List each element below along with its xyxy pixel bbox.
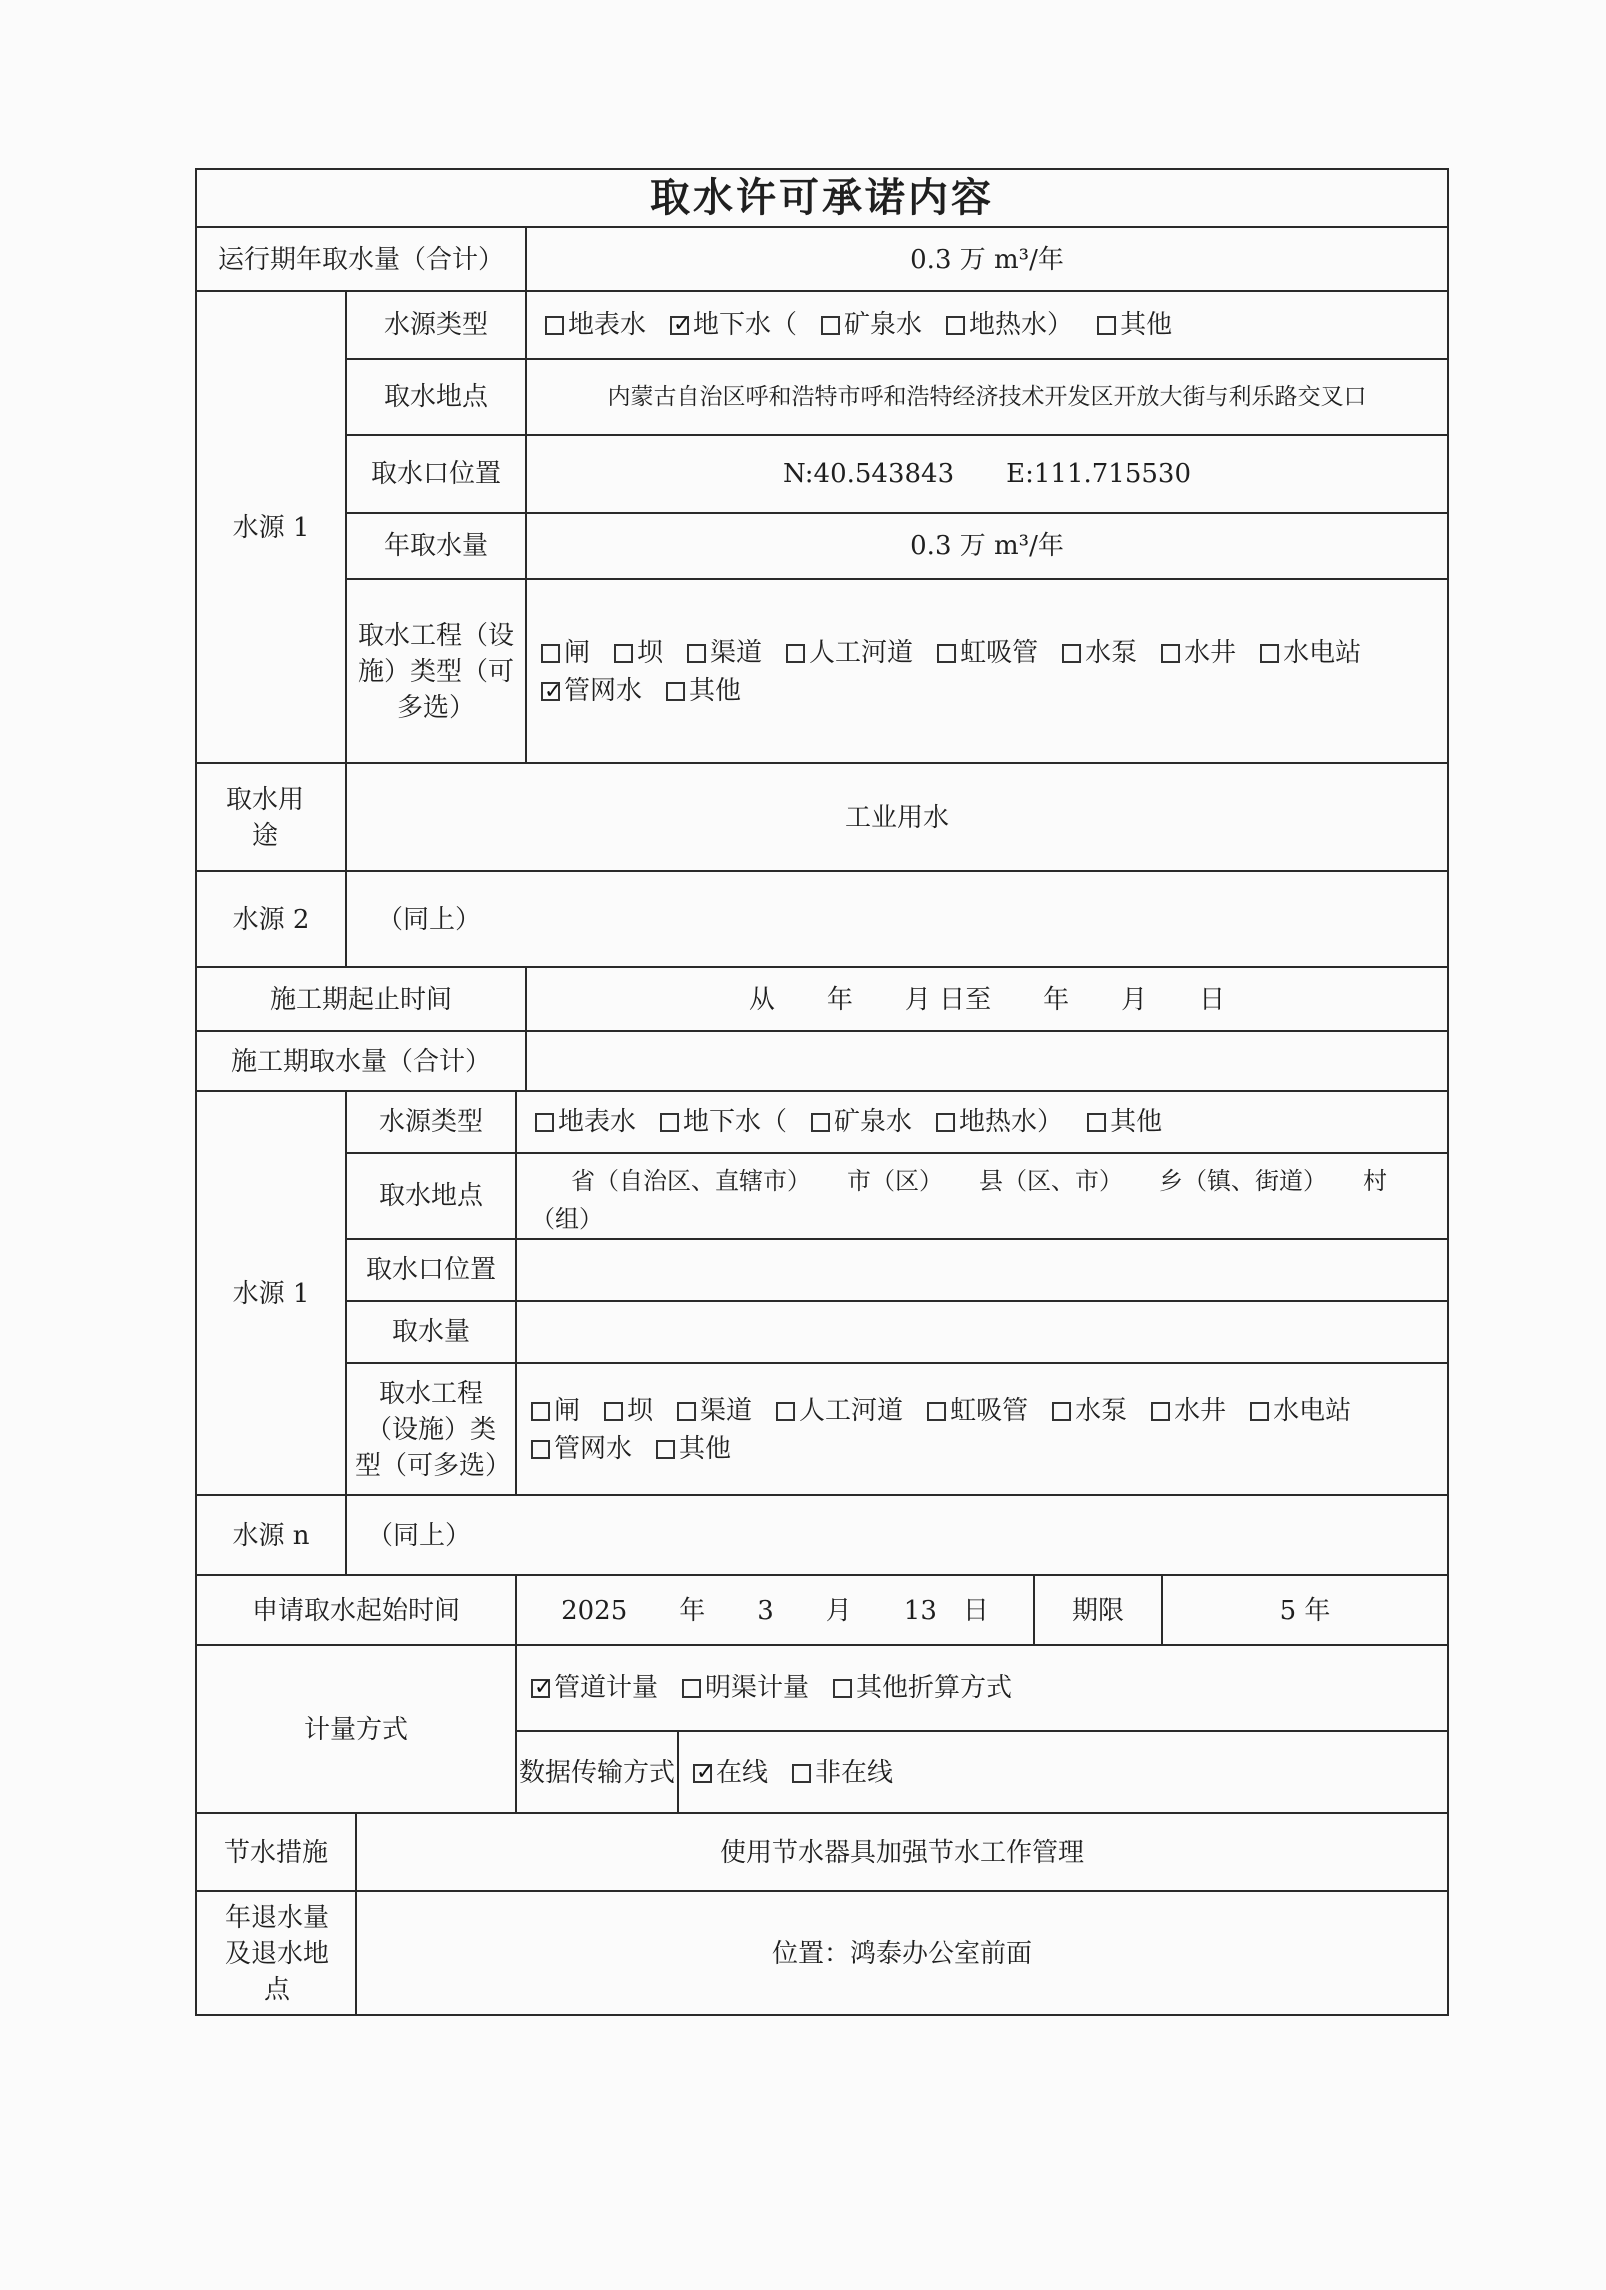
con-facility-option-label: 水电站	[1273, 1396, 1352, 1426]
transmission-options	[677, 1732, 1447, 1814]
transmission-option-label: 在线	[716, 1758, 769, 1788]
checkbox-icon[interactable]	[687, 644, 706, 663]
con-total-label: 施工期取水量（合计）	[230, 1047, 491, 1077]
return-label: 年退水量及退水地点	[225, 1903, 330, 2005]
con-type-option[interactable]	[811, 1104, 912, 1140]
checkbox-icon[interactable]	[1161, 644, 1180, 663]
op-type-options	[527, 292, 1447, 358]
con-period-label: 施工期起止时间	[269, 985, 452, 1015]
metering-option-label: 管道计量	[554, 1673, 659, 1703]
transmission-label: 数据传输方式	[518, 1758, 675, 1788]
transmission-option[interactable]	[693, 1755, 768, 1791]
con-type-option-label: 地下水（	[683, 1107, 788, 1137]
op-annual-label: 年取水量	[383, 531, 488, 561]
permit-form	[195, 168, 1449, 2016]
op-facility-option-label: 人工河道	[809, 638, 914, 668]
op-source1-label: 水源 1	[232, 513, 310, 543]
con-source1-block	[197, 1090, 1447, 1496]
term-label: 期限	[1033, 1576, 1161, 1646]
con-total-value	[525, 1032, 1447, 1092]
checkbox-icon[interactable]	[1062, 644, 1081, 663]
checkbox-icon[interactable]	[946, 316, 965, 335]
checked-checkbox-icon[interactable]	[531, 1679, 550, 1698]
metering-option-label: 其他折算方式	[856, 1673, 1013, 1703]
con-facility-option-label: 虹吸管	[950, 1396, 1029, 1426]
checkbox-icon[interactable]	[936, 1113, 955, 1132]
checkbox-icon[interactable]	[833, 1679, 852, 1698]
op-type-option[interactable]	[821, 307, 922, 343]
transmission-option-label: 非在线	[815, 1758, 894, 1788]
checkbox-icon[interactable]	[666, 682, 685, 701]
op-facility-option[interactable]	[541, 634, 590, 672]
checked-checkbox-icon[interactable]	[670, 316, 689, 335]
op-facility-option-label: 坝	[637, 638, 664, 668]
con-type-option-label: 其他	[1110, 1107, 1163, 1137]
op-type-label: 水源类型	[383, 310, 488, 340]
term-value: 5 年	[1161, 1576, 1447, 1646]
use-value: 工业用水	[345, 764, 1447, 872]
op-total-value: 0.3 万 m³/年	[525, 228, 1447, 292]
checkbox-icon[interactable]	[1260, 644, 1279, 663]
con-source1-label: 水源 1	[232, 1279, 310, 1309]
op-facility-option-label: 虹吸管	[960, 638, 1039, 668]
con-type-option[interactable]	[936, 1104, 1063, 1140]
con-facility-options	[517, 1364, 1447, 1496]
con-type-option-label: 矿泉水	[834, 1107, 913, 1137]
checkbox-icon[interactable]	[682, 1679, 701, 1698]
con-facility-option[interactable]	[604, 1392, 653, 1430]
checkbox-icon[interactable]	[604, 1402, 623, 1421]
op-type-option[interactable]	[1097, 307, 1172, 343]
con-type-option[interactable]	[660, 1104, 787, 1140]
op-total-label: 运行期年取水量（合计）	[217, 245, 504, 275]
op-intake-label: 取水口位置	[370, 459, 501, 489]
op-source2-label: 水源 2	[232, 905, 310, 935]
op-source2-value: （同上）	[345, 872, 1447, 968]
checkbox-icon[interactable]	[937, 644, 956, 663]
op-type-option[interactable]	[670, 307, 797, 343]
op-facility-options	[527, 580, 1447, 764]
checkbox-icon[interactable]	[927, 1402, 946, 1421]
op-facility-option-label: 水泵	[1085, 638, 1138, 668]
op-location-value: 内蒙古自治区呼和浩特市呼和浩特经济技术开发区开放大街与利乐路交叉口	[607, 384, 1367, 410]
checkbox-icon[interactable]	[545, 316, 564, 335]
checkbox-icon[interactable]	[535, 1113, 554, 1132]
op-facility-option-label: 渠道	[710, 638, 763, 668]
op-facility-option[interactable]	[1260, 634, 1361, 672]
op-facility-option[interactable]	[937, 634, 1038, 672]
checkbox-icon[interactable]	[1151, 1402, 1170, 1421]
op-facility-option-label: 管网水	[564, 676, 643, 706]
checkbox-icon[interactable]	[786, 644, 805, 663]
op-intake-value: N:40.543843 E:111.715530	[782, 459, 1192, 489]
con-facility-option[interactable]	[776, 1392, 903, 1430]
con-amount-label: 取水量	[391, 1317, 470, 1347]
con-amount-value	[517, 1302, 1447, 1362]
op-source1-block	[197, 290, 1447, 764]
checkbox-icon[interactable]	[614, 644, 633, 663]
op-type-option-label: 其他	[1120, 310, 1173, 340]
con-intake-label: 取水口位置	[365, 1255, 496, 1285]
metering-option-label: 明渠计量	[705, 1673, 810, 1703]
con-type-option-label: 地表水	[558, 1107, 637, 1137]
metering-options	[517, 1646, 1447, 1730]
con-facility-option[interactable]	[531, 1392, 580, 1430]
op-facility-option[interactable]	[1161, 634, 1236, 672]
checkbox-icon[interactable]	[531, 1440, 550, 1459]
con-facility-label: 取水工程（设施）类型（可多选）	[355, 1379, 512, 1481]
checkbox-icon[interactable]	[660, 1113, 679, 1132]
op-facility-label: 取水工程（设施）类型（可多选）	[357, 621, 514, 723]
checkbox-icon[interactable]	[1052, 1402, 1071, 1421]
op-facility-option[interactable]	[1062, 634, 1137, 672]
checkbox-icon[interactable]	[541, 644, 560, 663]
checkbox-icon[interactable]	[811, 1113, 830, 1132]
checkbox-icon[interactable]	[677, 1402, 696, 1421]
con-source-n-label: 水源 n	[232, 1521, 310, 1551]
checkbox-icon[interactable]	[821, 316, 840, 335]
checkbox-icon[interactable]	[1097, 316, 1116, 335]
saving-value: 使用节水器具加强节水工作管理	[355, 1814, 1447, 1892]
metering-option[interactable]	[682, 1670, 809, 1706]
transmission-option[interactable]	[792, 1755, 893, 1791]
start-value: 2025 年 3 月 13 日	[515, 1576, 1033, 1646]
con-facility-option-label: 水泵	[1075, 1396, 1128, 1426]
return-value: 位置：鸿泰办公室前面	[355, 1892, 1447, 2016]
con-facility-option[interactable]	[656, 1430, 731, 1468]
checkbox-icon[interactable]	[776, 1402, 795, 1421]
con-facility-option[interactable]	[1151, 1392, 1226, 1430]
con-type-label: 水源类型	[378, 1107, 483, 1137]
con-type-options	[517, 1092, 1447, 1152]
checkbox-icon[interactable]	[1250, 1402, 1269, 1421]
op-facility-option[interactable]	[541, 672, 642, 710]
checked-checkbox-icon[interactable]	[541, 682, 560, 701]
op-facility-option-label: 其他	[689, 676, 742, 706]
con-facility-option[interactable]	[531, 1430, 632, 1468]
op-facility-option[interactable]	[786, 634, 913, 672]
con-facility-option[interactable]	[1250, 1392, 1351, 1430]
checkbox-icon[interactable]	[656, 1440, 675, 1459]
metering-label: 计量方式	[303, 1715, 408, 1745]
op-type-option[interactable]	[545, 307, 646, 343]
metering-option[interactable]	[531, 1670, 658, 1706]
con-facility-option-label: 水井	[1174, 1396, 1227, 1426]
con-facility-option-label: 人工河道	[799, 1396, 904, 1426]
con-location-label: 取水地点	[378, 1181, 483, 1211]
op-annual-value: 0.3 万 m³/年	[910, 531, 1064, 561]
op-type-option-label: 地表水	[568, 310, 647, 340]
saving-label: 节水措施	[223, 1838, 328, 1868]
con-facility-option-label: 坝	[627, 1396, 654, 1426]
con-source-n-value: （同上）	[345, 1496, 1447, 1576]
op-facility-option[interactable]	[687, 634, 762, 672]
con-period-value: 从 年 月 日至 年 月 日	[525, 968, 1447, 1032]
checkbox-icon[interactable]	[531, 1402, 550, 1421]
checked-checkbox-icon[interactable]	[693, 1764, 712, 1783]
op-facility-option-label: 水井	[1184, 638, 1237, 668]
op-facility-option-label: 闸	[564, 638, 591, 668]
op-type-option-label: 矿泉水	[844, 310, 923, 340]
op-location-label: 取水地点	[383, 382, 488, 412]
con-facility-option-label: 渠道	[700, 1396, 753, 1426]
op-facility-option[interactable]	[666, 672, 741, 710]
con-facility-option[interactable]	[927, 1392, 1028, 1430]
op-type-option[interactable]	[946, 307, 1073, 343]
use-label: 取水用途	[225, 785, 304, 851]
op-facility-option-label: 水电站	[1283, 638, 1362, 668]
metering-option[interactable]	[833, 1670, 1012, 1706]
con-facility-option[interactable]	[677, 1392, 752, 1430]
op-facility-option[interactable]	[614, 634, 663, 672]
form-title: 取水许可承诺内容	[650, 174, 994, 221]
start-label: 申请取水起始时间	[251, 1596, 460, 1626]
con-facility-option[interactable]	[1052, 1392, 1127, 1430]
con-facility-option-label: 管网水	[554, 1434, 633, 1464]
con-facility-option-label: 其他	[679, 1434, 732, 1464]
con-intake-value	[517, 1240, 1447, 1300]
con-location-value: 省（自治区、直辖市） 市（区） 县（区、市） 乡（镇、街道） 村（组）	[531, 1167, 1387, 1233]
con-type-option[interactable]	[1087, 1104, 1162, 1140]
op-type-option-label: 地热水）	[969, 310, 1074, 340]
con-type-option-label: 地热水）	[959, 1107, 1064, 1137]
checkbox-icon[interactable]	[792, 1764, 811, 1783]
con-facility-option-label: 闸	[554, 1396, 581, 1426]
op-type-option-label: 地下水（	[693, 310, 798, 340]
checkbox-icon[interactable]	[1087, 1113, 1106, 1132]
con-type-option[interactable]	[535, 1104, 636, 1140]
